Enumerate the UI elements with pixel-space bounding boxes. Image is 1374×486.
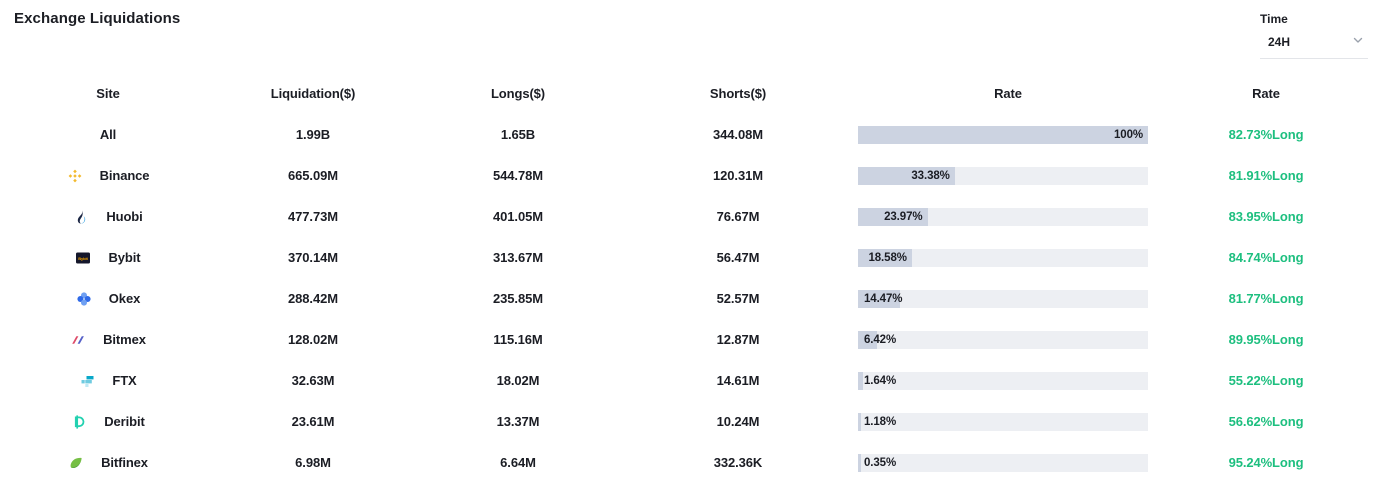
page-title: Exchange Liquidations [14, 10, 181, 27]
liquidations-table [0, 73, 1374, 483]
rate-bar-track [858, 249, 1148, 267]
longs-value: 18.02M [496, 373, 540, 388]
rate-bar-label: 6.42% [864, 333, 897, 346]
site-cell [8, 155, 208, 196]
bitfinex-icon [68, 455, 84, 471]
rate-bar-track [858, 413, 1148, 431]
rate-bar-label: 1.64% [864, 374, 897, 387]
okex-icon [76, 291, 92, 307]
site-name: Okex [108, 291, 141, 306]
rate-bar-label: 18.58% [868, 251, 907, 264]
site-cell [8, 360, 208, 401]
liquidation-value: 288.42M [288, 291, 338, 306]
shorts-value: 52.57M [716, 291, 760, 306]
shorts-value: 12.87M [716, 332, 760, 347]
liquidation-value: 32.63M [291, 373, 335, 388]
rate-bar-track [858, 454, 1148, 472]
column-header-rate-bar: Rate [994, 86, 1022, 101]
rate-bar-track [858, 208, 1148, 226]
time-filter [1260, 12, 1368, 59]
rate-bar-track [858, 126, 1148, 144]
rate-bar-label: 100% [1113, 128, 1143, 141]
column-header-shorts: Shorts($) [709, 86, 767, 101]
rate-bar-cell [858, 196, 1158, 237]
longs-value: 115.16M [493, 332, 543, 347]
rate-bar-cell [858, 155, 1158, 196]
liquidation-value: 370.14M [288, 250, 338, 265]
rate-bar-track [858, 167, 1148, 185]
liquidation-value: 128.02M [288, 332, 338, 347]
site-name: Deribit [104, 414, 145, 429]
site-cell [8, 196, 208, 237]
column-header-site: Site [96, 86, 120, 101]
rate-long-value: 56.62%Long [1228, 414, 1304, 429]
rate-bar-label: 33.38% [911, 169, 950, 182]
longs-value: 6.64M [500, 455, 536, 470]
column-header-liquidation: Liquidation($) [270, 86, 356, 101]
site-name: FTX [112, 373, 137, 388]
rate-bar-track [858, 372, 1148, 390]
longs-value: 544.78M [493, 168, 543, 183]
rate-bar-label: 1.18% [864, 415, 897, 428]
site-name: Bybit [108, 250, 141, 265]
longs-value: 313.67M [493, 250, 543, 265]
rate-bar-cell [858, 278, 1158, 319]
site-name: Bitmex [103, 332, 146, 347]
huobi-icon [73, 209, 89, 225]
rate-bar-cell [858, 319, 1158, 360]
site-cell [8, 278, 208, 319]
site-cell [8, 319, 208, 360]
rate-long-value: 82.73%Long [1228, 127, 1304, 142]
time-filter-value: 24H [1268, 35, 1291, 49]
longs-value: 401.05M [493, 209, 543, 224]
site-cell [8, 114, 208, 155]
shorts-value: 14.61M [716, 373, 760, 388]
shorts-value: 120.31M [713, 168, 763, 183]
ftx-icon [79, 373, 95, 389]
shorts-value: 332.36K [713, 455, 763, 470]
longs-value: 13.37M [496, 414, 540, 429]
site-cell [8, 401, 208, 442]
site-cell [8, 442, 208, 483]
rate-bar-label: 23.97% [884, 210, 923, 223]
rate-bar-cell [858, 401, 1158, 442]
rate-bar-fill [858, 372, 863, 390]
svg-text:Bybit: Bybit [78, 255, 89, 261]
binance-icon [67, 168, 83, 184]
liquidation-value: 665.09M [288, 168, 338, 183]
shorts-value: 76.67M [716, 209, 760, 224]
rate-long-value: 55.22%Long [1228, 373, 1304, 388]
time-filter-select[interactable] [1260, 33, 1368, 59]
site-name: All [99, 127, 117, 142]
deribit-icon [71, 414, 87, 430]
rate-bar-cell [858, 237, 1158, 278]
rate-bar-label: 14.47% [864, 292, 903, 305]
longs-value: 1.65B [500, 127, 536, 142]
rate-long-value: 84.74%Long [1228, 250, 1304, 265]
bitmex-icon [70, 332, 86, 348]
bybit-icon [75, 250, 91, 266]
site-cell [8, 237, 208, 278]
rate-long-value: 83.95%Long [1228, 209, 1304, 224]
shorts-value: 56.47M [716, 250, 760, 265]
rate-bar-fill [858, 413, 861, 431]
site-name: Huobi [106, 209, 143, 224]
rate-long-value: 81.77%Long [1228, 291, 1304, 306]
site-name: Binance [99, 168, 150, 183]
rate-long-value: 81.91%Long [1228, 168, 1304, 183]
liquidation-value: 1.99B [295, 127, 331, 142]
column-header-rate-long: Rate [1252, 86, 1280, 101]
rate-bar-cell [858, 360, 1158, 401]
chevron-down-icon [1352, 33, 1364, 51]
rate-long-value: 95.24%Long [1228, 455, 1304, 470]
rate-bar-track [858, 331, 1148, 349]
rate-bar-track [858, 290, 1148, 308]
shorts-value: 10.24M [716, 414, 760, 429]
shorts-value: 344.08M [713, 127, 763, 142]
rate-bar-fill [858, 454, 861, 472]
column-header-longs: Longs($) [490, 86, 546, 101]
time-filter-label: Time [1260, 12, 1288, 26]
rate-long-value: 89.95%Long [1228, 332, 1304, 347]
rate-bar-cell [858, 442, 1158, 483]
rate-bar-cell [858, 114, 1158, 155]
liquidation-value: 23.61M [291, 414, 335, 429]
longs-value: 235.85M [493, 291, 543, 306]
rate-bar-label: 0.35% [864, 456, 897, 469]
liquidation-value: 6.98M [295, 455, 331, 470]
liquidation-value: 477.73M [288, 209, 338, 224]
site-name: Bitfinex [101, 455, 148, 470]
